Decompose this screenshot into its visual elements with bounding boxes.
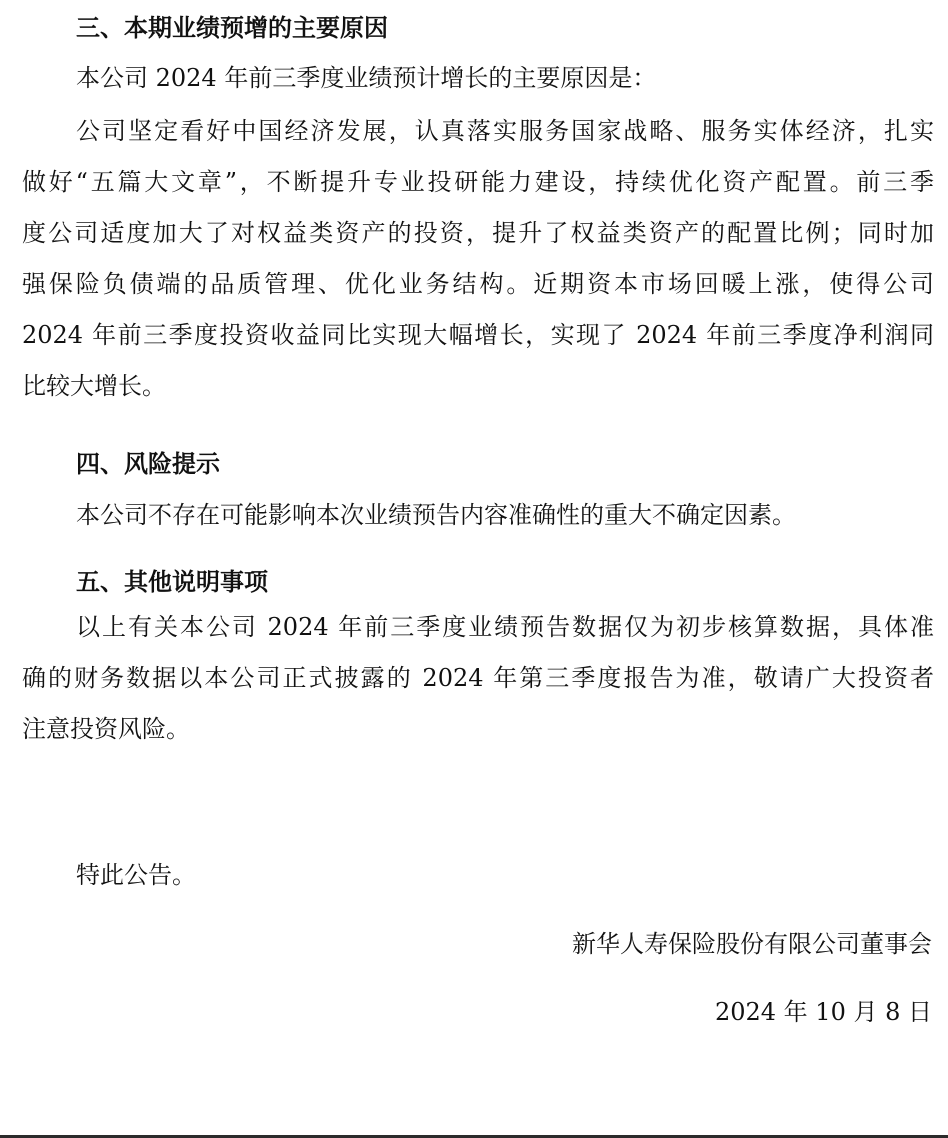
section-3-paragraph-line: 强保险负债端的品质管理、优化业务结构。近期资本市场回暖上涨，使得公司 bbox=[22, 270, 934, 298]
section-3-paragraph-line: 2024 年前三季度投资收益同比实现大幅增长，实现了 2024 年前三季度净利润同 bbox=[22, 321, 934, 349]
section-5-paragraph-line: 注意投资风险。 bbox=[22, 715, 190, 743]
section-4-heading: 四、风险提示 bbox=[76, 450, 220, 478]
section-5-heading: 五、其他说明事项 bbox=[76, 568, 268, 596]
signature: 新华人寿保险股份有限公司董事会 bbox=[572, 930, 932, 958]
announcement-date: 2024 年 10 月 8 日 bbox=[714, 998, 932, 1026]
section-5-paragraph-line: 确的财务数据以本公司正式披露的 2024 年第三季度报告为准，敬请广大投资者 bbox=[22, 664, 934, 692]
section-5-paragraph-line: 以上有关本公司 2024 年前三季度业绩预告数据仅为初步核算数据，具体准 bbox=[76, 613, 934, 641]
section-3-heading: 三、本期业绩预增的主要原因 bbox=[76, 14, 388, 42]
section-3-paragraph-line: 做好“五篇大文章”，不断提升专业投研能力建设，持续优化资产配置。前三季 bbox=[22, 168, 934, 196]
section-3-intro: 本公司 2024 年前三季度业绩预计增长的主要原因是： bbox=[76, 64, 657, 92]
section-3-paragraph-line: 比较大增长。 bbox=[22, 372, 166, 400]
section-4-paragraph: 本公司不存在可能影响本次业绩预告内容准确性的重大不确定因素。 bbox=[76, 501, 796, 529]
section-3-paragraph-line: 度公司适度加大了对权益类资产的投资，提升了权益类资产的配置比例；同时加 bbox=[22, 219, 934, 247]
section-3-paragraph-line: 公司坚定看好中国经济发展，认真落实服务国家战略、服务实体经济，扎实 bbox=[76, 117, 934, 145]
closing-statement: 特此公告。 bbox=[76, 861, 196, 889]
